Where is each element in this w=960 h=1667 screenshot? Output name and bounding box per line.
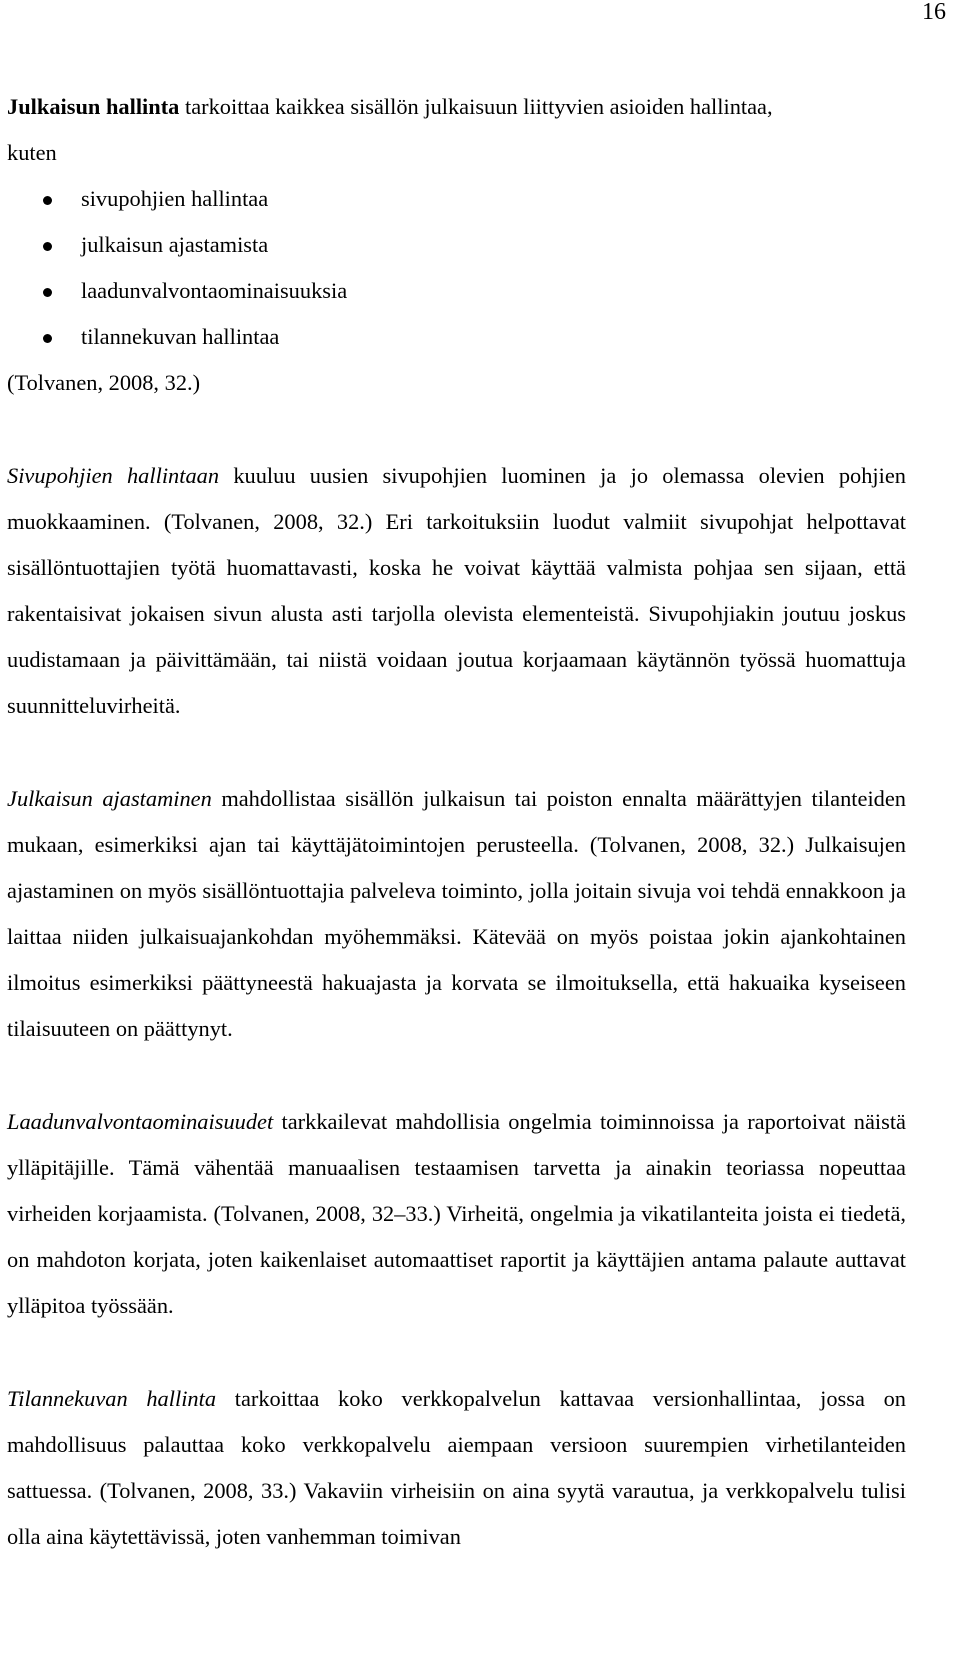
paragraph-text: tarkoittaa koko verkkopalvelun kattavaa versionhallintaa, jossa on mahdollisuus palauttaa koko verkkopalvelu aiempaan versioon suurempien virhetilanteiden sattuessa. (Tolvanen, 2008, 33.) Vakaviin virheisiin on aina syytä varautua, ja verkkopalvelu tulisi olla aina käytettävissä, joten vanhemman toimivan <box>7 1386 906 1549</box>
list-item: laadunvalvontaominaisuuksia <box>7 268 906 314</box>
bullet-icon <box>43 334 52 343</box>
intro-paragraph <box>7 84 906 176</box>
document-body <box>7 84 906 1560</box>
paragraph-text: mahdollistaa sisällön julkaisun tai poiston ennalta määrättyjen tilanteiden mukaan, esimerkiksi ajan tai käyttäjätoimintojen perusteella. (Tolvanen, 2008, 32.) Julkaisujen ajastaminen on myös sisällöntuottajia palveleva toiminto, jolla joitain sivuja voi tehdä ennakkoon ja laittaa niiden julkaisuajankohdan myöhemmäksi. Kätevää on myös poistaa jokin ajankohtainen ilmoitus esimerkiksi päättyneestä hakuajasta ja korvata se ilmoituksella, että hakuaika kyseiseen tilaisuuteen on päättynyt. <box>7 786 906 1041</box>
intro-continuation: kuten <box>7 140 57 165</box>
list-item: tilannekuvan hallintaa <box>7 314 906 360</box>
intro-term: Julkaisun hallinta <box>7 94 180 119</box>
intro-citation: (Tolvanen, 2008, 32.) <box>7 370 201 395</box>
list-item: julkaisun ajastamista <box>7 222 906 268</box>
bullet-list <box>7 176 906 360</box>
list-item: sivupohjien hallintaa <box>7 176 906 222</box>
paragraph-term: Sivupohjien hallintaan <box>7 463 220 488</box>
page-number: 16 <box>922 0 946 25</box>
paragraph-term: Julkaisun ajastaminen <box>7 786 212 811</box>
paragraph-term: Tilannekuvan hallinta <box>7 1386 217 1411</box>
paragraph-term: Laadunvalvontaominaisuudet <box>7 1109 274 1134</box>
paragraph-text: kuuluu uusien sivupohjien luominen ja jo olemassa olevien pohjien muokkaaminen. (Tolvanen, 2008, 32.) Eri tarkoituksiin luodut valmiit sivupohjat helpottavat sisällöntuottajien työtä huomattavasti, koska he voivat käyttää valmista pohjaa sen sijaan, että rakentaisivat jokaisen sivun alusta asti tarjolla olevista elementeistä. Sivupohjiakin joutuu joskus uudistamaan ja päivittämään, tai niistä voidaan joutua korjaamaan käytännön työssä huomattuja suunnitteluvirheitä. <box>7 463 906 718</box>
intro-text: tarkoittaa kaikkea sisällön julkaisuun liittyvien asioiden hallintaa, <box>179 94 773 119</box>
paragraph-text: tarkkailevat mahdollisia ongelmia toiminnoissa ja raportoivat näistä ylläpitäjille. Tämä vähentää manuaalisen testaamisen tarvetta ja ainakin teoriassa nopeuttaa virheiden korjaamista. (Tolvanen, 2008, 32–33.) Virheitä, ongelmia ja vikatilanteita joista ei tiedetä, on mahdoton korjata, joten kaikenlaiset automaattiset raportit ja käyttäjien antama palaute auttavat ylläpitoa työssään. <box>7 1109 906 1318</box>
paragraph-laadunvalvonta <box>7 1099 906 1329</box>
paragraph-julkaisun-ajastaminen <box>7 776 906 1052</box>
bullet-icon <box>43 288 52 297</box>
paragraph-tilannekuvan-hallinta <box>7 1376 906 1560</box>
bullet-icon <box>43 242 52 251</box>
bullet-icon <box>43 196 52 205</box>
paragraph-sivupohjien-hallinta <box>7 453 906 729</box>
